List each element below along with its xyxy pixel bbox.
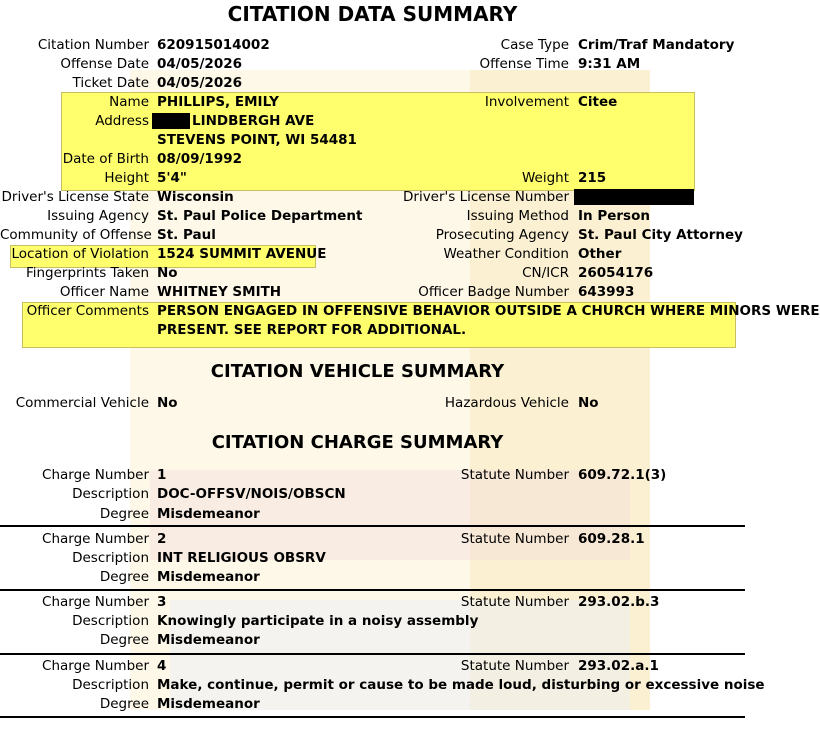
case-type: Crim/Traf Mandatory [578,37,735,53]
charge-degree: Misdemeanor [157,506,260,522]
dl-state: Wisconsin [157,189,234,205]
charge-number-label: Charge Number [42,467,149,483]
charge-description: Make, continue, permit or cause to be made loud, disturbing or excessive noise [157,677,765,693]
citation-number-label: Citation Number [37,37,149,53]
degree-label: Degree [99,506,149,522]
issuing-agency: St. Paul Police Department [157,208,363,224]
community-label: Community of Offense [0,227,152,243]
charge-number: 3 [157,594,167,610]
weather-label: Weather Condition [443,246,569,262]
hazardous-label: Hazardous Vehicle [444,395,569,411]
charge-number: 2 [157,531,167,547]
statute-number: 609.72.1(3) [578,467,667,483]
badge-label: Officer Badge Number [418,284,569,300]
weight-label: Weight [521,170,569,186]
issuing-agency-label: Issuing Agency [47,208,149,224]
statute-label: Statute Number [460,594,569,610]
name-label: Name [109,94,149,110]
dob-label: Date of Birth [62,151,149,167]
height: 5'4" [157,170,187,186]
offense-date: 04/05/2026 [157,56,243,72]
issuing-method-label: Issuing Method [466,208,569,224]
issuing-method: In Person [578,208,650,224]
fingerprints-label: Fingerprints Taken [25,265,149,281]
charge-divider [0,653,745,655]
charge-degree: Misdemeanor [157,569,260,585]
case-type-label: Case Type [500,37,569,53]
commercial-label: Commercial Vehicle [15,395,149,411]
offense-date-label: Offense Date [60,56,149,72]
degree-label: Degree [99,632,149,648]
address-line-1: LINDBERGH AVE [152,112,314,131]
charge-divider [0,716,745,718]
weather-condition: Other [578,246,622,262]
comments-label: Officer Comments [26,303,149,319]
cnicr-label: CN/ICR [522,265,569,281]
redaction-block [152,113,190,129]
cnicr: 26054176 [578,265,654,281]
statute-number: 293.02.a.1 [578,658,659,674]
fingerprints-taken: No [157,265,178,281]
charge-degree: Misdemeanor [157,632,260,648]
charge-description: DOC-OFFSV/NOIS/OBSCN [157,486,346,502]
officer-name: WHITNEY SMITH [157,284,282,300]
offense-time-label: Offense Time [479,56,569,72]
address-label: Address [95,113,149,129]
statute-number: 609.28.1 [578,531,645,547]
ticket-date: 04/05/2026 [157,75,243,91]
charge-number-label: Charge Number [42,594,149,610]
commercial-vehicle: No [157,395,178,411]
height-label: Height [104,170,149,186]
involvement: Citee [578,94,618,110]
description-label: Description [72,486,149,502]
dl-state-label: Driver's License State [1,189,149,205]
location-of-violation: 1524 SUMMIT AVENUE [157,246,327,262]
charge-divider [0,589,745,591]
description-label: Description [72,677,149,693]
officer-label: Officer Name [59,284,149,300]
charge-number-label: Charge Number [42,658,149,674]
statute-label: Statute Number [460,467,569,483]
vehicle-heading: CITATION VEHICLE SUMMARY [210,361,505,382]
statute-number: 293.02.b.3 [578,594,660,610]
involvement-label: Involvement [484,94,569,110]
offense-time: 9:31 AM [578,56,641,72]
dl-number-label: Driver's License Number [403,189,569,205]
comments-line-2: PRESENT. SEE REPORT FOR ADDITIONAL. [157,322,467,338]
charges-heading: CITATION CHARGE SUMMARY [211,432,504,453]
ticket-date-label: Ticket Date [72,75,149,91]
charge-description: Knowingly participate in a noisy assembly [157,613,479,629]
statute-label: Statute Number [460,658,569,674]
charge-number: 1 [157,467,167,483]
charge-degree: Misdemeanor [157,696,260,712]
charge-divider [0,525,745,527]
citation-number: 620915014002 [157,37,270,53]
description-label: Description [72,550,149,566]
citee-name: PHILLIPS, EMILY [157,94,279,110]
prosecuting-agency: St. Paul City Attorney [578,227,743,243]
page-title: CITATION DATA SUMMARY [227,2,518,26]
officer-badge: 643993 [578,284,635,300]
prosecuting-label: Prosecuting Agency [435,227,569,243]
statute-label: Statute Number [460,531,569,547]
charge-number-label: Charge Number [42,531,149,547]
address-line-2: STEVENS POINT, WI 54481 [157,132,357,148]
description-label: Description [72,613,149,629]
charge-description: INT RELIGIOUS OBSRV [157,550,326,566]
dl-number-redaction [574,188,694,207]
degree-label: Degree [99,569,149,585]
hazardous-vehicle: No [578,395,599,411]
comments-line-1: PERSON ENGAGED IN OFFENSIVE BEHAVIOR OUTSIDE A CHURCH WHERE MINORS WERE [157,303,820,319]
weight: 215 [578,170,607,186]
charge-number: 4 [157,658,167,674]
date-of-birth: 08/09/1992 [157,151,243,167]
location-label: Location of Violation [11,246,149,262]
degree-label: Degree [99,696,149,712]
community: St. Paul [157,227,216,243]
